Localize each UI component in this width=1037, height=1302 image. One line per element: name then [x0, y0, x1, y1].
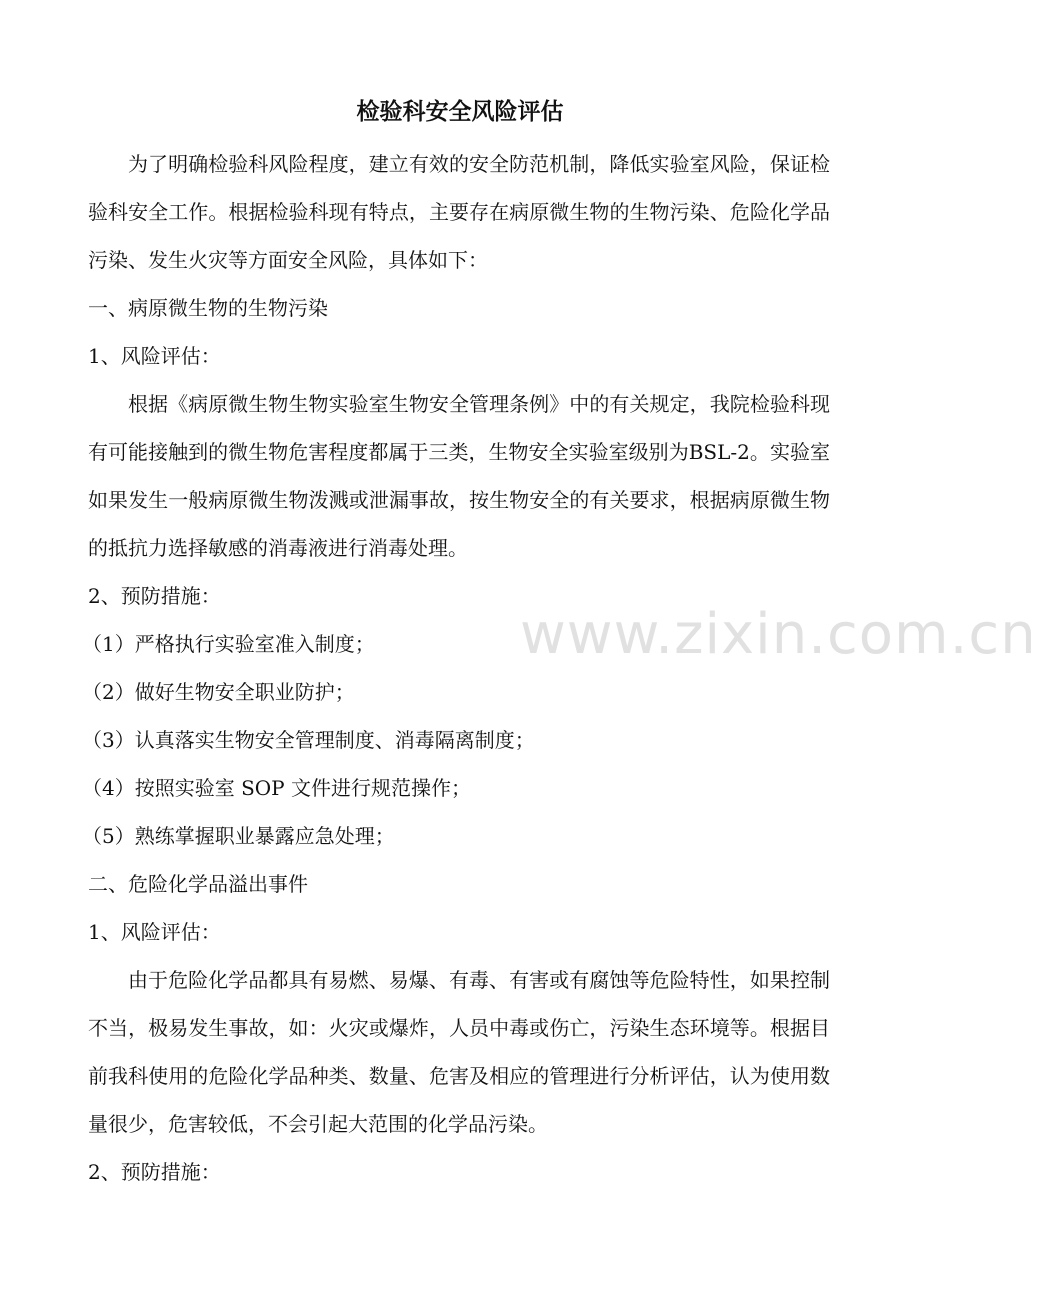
measure-item: （5）熟练掌握职业暴露应急处理； [82, 824, 395, 848]
section1-risk-paragraph: 根据《病原微生物生物实验室生物安全管理条例》中的有关规定，我院检验科现有可能接触到的微生物危害程度都属于三类，生物安全实验室级别为BSL-2。实验室如果发生一般病原微生物泼溅或泄漏事故，按生物安全的有关要求，根据病原微生物的抵抗力选择敏感的消毒液进行消毒处理。 [88, 392, 830, 560]
measure-item: （4）按照实验室 SOP 文件进行规范操作； [82, 776, 471, 800]
section2-heading: 二、危险化学品溢出事件 [88, 872, 308, 896]
watermark: www.zixin.com.cn [520, 602, 1037, 667]
measure-item: （1）严格执行实验室准入制度； [82, 632, 375, 656]
document-body [82, 140, 830, 1196]
section2-prevent-heading: 2、预防措施： [88, 1160, 221, 1184]
measure-item: （3）认真落实生物安全管理制度、消毒隔离制度； [82, 728, 535, 752]
document-title: 检验科安全风险评估 [356, 99, 564, 125]
intro-paragraph: 为了明确检验科风险程度，建立有效的安全防范机制，降低实验室风险，保证检验科安全工作。根据检验科现有特点，主要存在病原微生物的生物污染、危险化学品污染、发生火灾等方面安全风险，具体如下： [88, 152, 830, 272]
section1-prevent-heading: 2、预防措施： [88, 584, 221, 608]
section1-risk-heading: 1、风险评估： [88, 344, 221, 368]
section2-risk-heading: 1、风险评估： [88, 920, 221, 944]
section2-risk-paragraph: 由于危险化学品都具有易燃、易爆、有毒、有害或有腐蚀等危险特性，如果控制不当，极易发生事故，如：火灾或爆炸，人员中毒或伤亡，污染生态环境等。根据目前我科使用的危险化学品种类、数量、危害及相应的管理进行分析评估，认为使用数量很少，危害较低，不会引起大范围的化学品污染。 [88, 968, 830, 1136]
section1-heading: 一、病原微生物的生物污染 [88, 296, 328, 320]
measure-item: （2）做好生物安全职业防护； [82, 680, 355, 704]
